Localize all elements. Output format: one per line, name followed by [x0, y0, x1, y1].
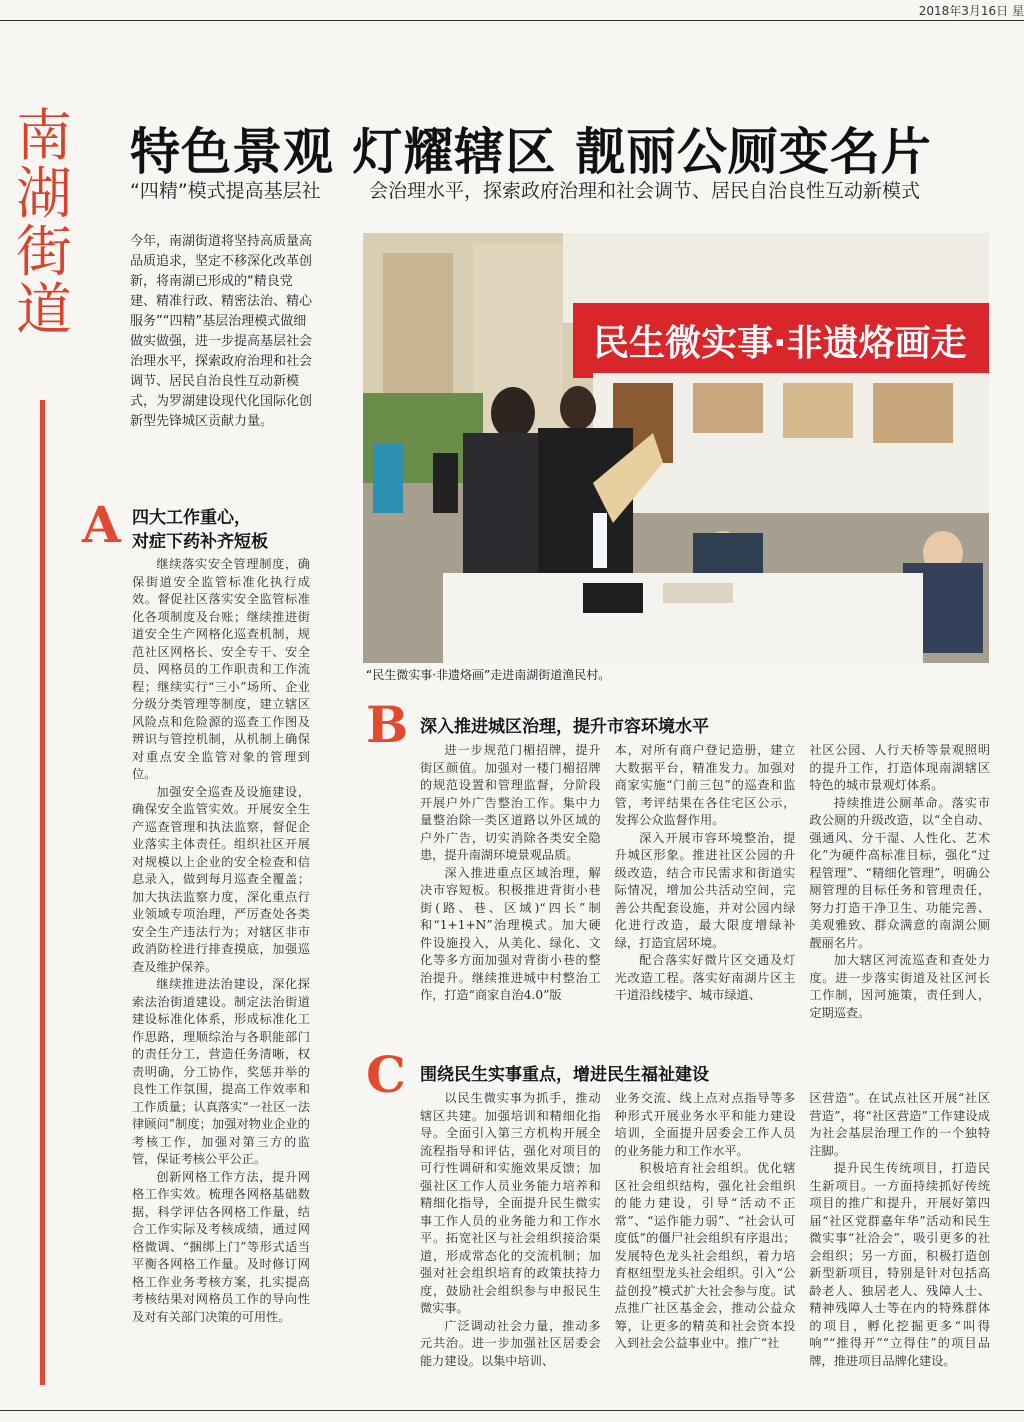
- headline: 特色景观 灯耀辖区 靓丽公厕变名片: [130, 123, 932, 181]
- header-rule: [0, 20, 1024, 21]
- paragraph: 继续落实安全管理制度，确保街道安全监管标准化执行成效。督促社区落实安全监管标准化各项制度及台账；继续推进街道安全生产网格化巡查机制，规范社区网格长、安全专干、安全员、网格员的工作职责和工作流程；继续实行“三小”场所、企业分级分类管理等制度，建立辖区风险点和危险源的巡查工作图及辨识与管控机制，从机制上确保对重点安全监管对象的管理到位。: [132, 557, 310, 781]
- paragraph: 提升民生传统项目，打造民生新项目。一方面持续抓好传统项目的推广和提升，开展好第四届“社区党群嘉年华”活动和民生微实事“社洽会”，吸引更多的社会组织；另一方面，积极打造创新型新项目，特别是针对包括高龄老人、独居老人、残障人士、精神残障人士等在内的特殊群体的项目，孵化挖掘更多“叫得响”“推得开”“立得住”的项目品牌，推进项目品牌化建设。: [809, 1161, 991, 1368]
- paragraph: 业务交流、线上点对点指导等多种形式开展业务水平和能力建设培训，全面提升居委会工作人员的业务能力和工作水平。: [614, 1091, 796, 1158]
- paragraph: 创新网格工作方法，提升网格工作实效。梳理各网格基础数据，科学评估各网格工作量，结合工作实际及考核成绩，通过网格微调、“捆绑上门”等形式适当平衡各网格工作量。及时修订网格工作业务考核方案，扎实提高考核结果对网格员工作的导向性及对有关部门决策的可用性。: [132, 1169, 310, 1324]
- footer-rule: [0, 1410, 1024, 1411]
- vertical-title-char: 街: [16, 220, 72, 285]
- issue-date: 2018年3月16日 星: [918, 4, 1024, 18]
- paragraph: 社区公园、人行天桥等景观照明的提升工作，打造体现南湖辖区特色的城市景观灯体系。: [809, 743, 991, 792]
- section-a-title-line: 对症下药补齐短板: [132, 532, 268, 552]
- paragraph: 以民生微实事为抓手，推动辖区共建。加强培训和精细化指导。全面引入第三方机构开展全流程指导和评估，强化对项目的可行性调研和实施效果反馈；加强社区工作人员业务能力培养和精细化指导，全面提升民生微实事工作人员的业务能力和工作水平。拓宽社区与社会组织接洽渠道，形成常态化的交流机制；加强对社会组织培育的政策扶持力度，鼓励社会组织参与申报民生微实事。: [420, 1091, 601, 1315]
- section-c-body: [420, 1090, 990, 1370]
- paragraph: 持续推进公厕革命。落实市政公厕的升级改造，以“全自动、强通风、分干湿、人性化、艺术化”为硬件高标准目标，强化“过程管理”、“精细化管理”，明确公厕管理的目标任务和管理责任，努力打造干净卫生、功能完善、美观雅致、群众满意的南湖公厕靓丽名片。: [809, 795, 991, 950]
- text-column: [809, 1090, 990, 1370]
- paragraph: 进一步规范门楣招牌，提升街区颜值。加强对一楼门楣招牌的规范设置和管理监督，分阶段开展户外广告整治工作。集中力量整治除一类区道路以外区域的户外广告，切实消除各类安全隐患，提升南湖环境景观品质。: [420, 743, 601, 862]
- section-b-body: [420, 742, 990, 1022]
- paragraph: 本，对所有商户登记造册，建立大数据平台，精准发力。加强对商家实施“门前三包”的巡查和监管，考评结果在各住宅区公示，发挥公众监督作用。: [614, 743, 796, 827]
- section-a-letter: A: [82, 495, 121, 554]
- section-vertical-title: [14, 104, 74, 343]
- paragraph: 积极培育社会组织。优化辖区社会组织结构，强化社会组织的能力建设，引导“活动不正常”、“运作能力弱”、“社会认可度低”的僵尸社会组织有序退出；发展特色龙头社会组织，着力培育枢纽型龙头社会组织。引入“公益创投”模式扩大社会参与度。试点推广社区基金会，推动公益众筹，让更多的精英和社会资本投入到社会公益事业中。推广“社: [614, 1161, 796, 1350]
- text-column: [615, 742, 796, 1022]
- banner-text: 民生微实事·非遗烙画走: [593, 323, 967, 364]
- paragraph: 广泛调动社会力量，推动多元共治。进一步加强社区居委会能力建设。以集中培训、: [420, 1318, 601, 1368]
- subheadline: “四精”模式提高基层社 会治理水平，探索政府治理和社会调节、居民自治良性互动新模式: [130, 180, 921, 202]
- section-a-body: [132, 556, 310, 1326]
- section-a-title: [132, 506, 268, 554]
- event-photo: [363, 233, 989, 663]
- vertical-title-char: 道: [16, 278, 72, 343]
- section-c-letter: C: [366, 1045, 406, 1104]
- vertical-title-char: 湖: [16, 162, 72, 227]
- paragraph: 深入开展市容环境整治，提升城区形象。推进社区公园的升级改造，结合市民需求和街道实际情况，增加公共活动空间，完善公共配套设施，并对公园内绿化进行改造，最大限度增绿补绿，打造宜居环境。: [614, 830, 796, 950]
- section-b-title: 深入推进城区治理，提升市容环境水平: [420, 717, 709, 737]
- paragraph: 区营造”。在试点社区开展“社区营造”，将“社区营造”工作建设成为社会基层治理工作的一个独特注脚。: [809, 1091, 991, 1158]
- paragraph: 继续推进法治建设，深化探索法治街道建设。制定法治街道建设标准化体系，形成标准化工作思路，理顺综治与各职能部门的责任分工，营造任务清晰，权责明确，分工协作，奖惩并举的良性工作氛围，提高工作效率和工作质量；认真落实“一社区一法律顾问”制度；加强对物业企业的考核工作，加强对第三方的监管，保证考核公平公正。: [132, 977, 310, 1166]
- text-column: [420, 1090, 601, 1370]
- text-column: [615, 1090, 796, 1370]
- section-c-title: 围绕民生实事重点，增进民生福祉建设: [420, 1065, 709, 1085]
- paragraph: 加强安全巡查及设施建设，确保安全监管实效。开展安全生产巡查管理和执法监察，督促企业落实主体责任。组织社区开展对规模以上企业的安全检查和信息录入，做到每月巡查全覆盖；加大执法监察力度，深化重点行业领域专项治理，严厉查处各类安全生产违法行为；对辖区非市政消防栓进行排查摸底，加强巡查及维护保养。: [132, 784, 310, 974]
- paragraph: 加大辖区河流巡查和查处力度。进一步落实街道及社区河长工作制，因河施策，责任到人，定期巡查。: [809, 953, 991, 1020]
- paragraph: 深入推进重点区域治理，解决市容短板。积极推进背街小巷街(路、巷、区域)“四长”制和“1+1+N”治理模式。加大硬件设施投入，从美化、绿化、文化等多方面加强对背街小巷的整治提升。继续推进城中村整治工作，打造“商家自治4.0”版: [420, 865, 601, 1002]
- paragraph: 配合落实好微片区交通及灯光改造工程。落实好南湖片区主干道沿线楼宇、城市绿道、: [614, 953, 796, 1002]
- text-column: [809, 742, 990, 1022]
- vertical-title-char: 南: [16, 104, 72, 169]
- photo-caption: “民生微实事·非遗烙画”走进南湖街道渔民村。: [366, 668, 611, 682]
- section-a-title-line: 四大工作重心，: [132, 508, 251, 528]
- red-side-rule: [40, 400, 45, 1385]
- photo-illustration: [363, 233, 989, 663]
- intro-paragraph: 今年，南湖街道将坚持高质量高品质追求，坚定不移深化改革创新，将南湖已形成的“精良党建、精准行政、精密法治、精心服务”“四精”基层治理模式做细做实做强，进一步提高基层社会治理水平，探索政府治理和社会调节、居民自治良性互动新模式，为罗湖建设现代化国际化创新型先锋城区贡献力量。: [130, 234, 313, 429]
- text-column: [420, 742, 601, 1022]
- section-b-letter: B: [366, 695, 409, 754]
